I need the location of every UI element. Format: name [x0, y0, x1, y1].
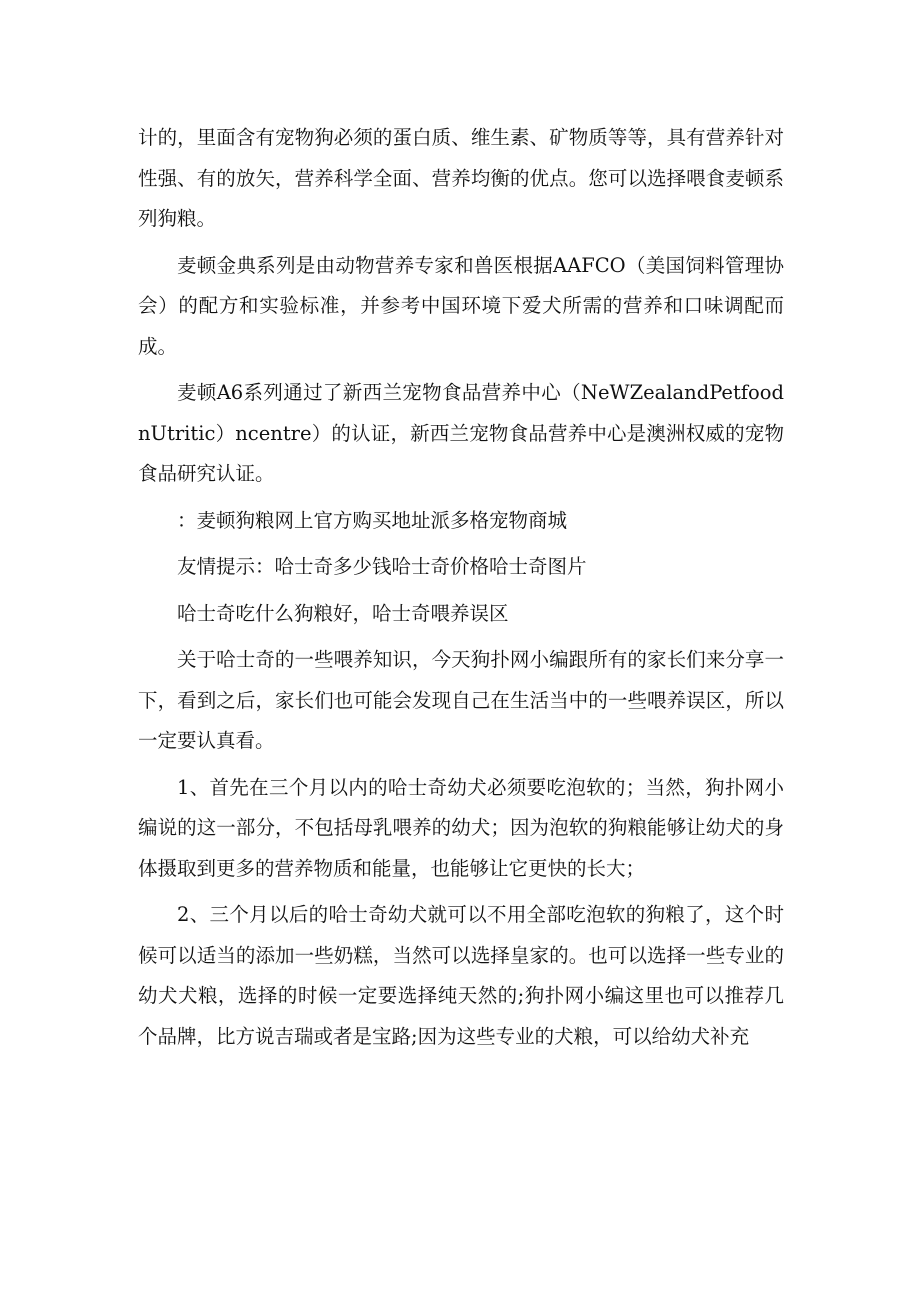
- paragraph-golden-series: 麦顿金典系列是由动物营养专家和兽医根据AAFCO（美国饲料管理协会）的配方和实验标准，并参考中国环境下爱犬所需的营养和口味调配而成。: [138, 253, 784, 358]
- document-body: [138, 118, 784, 1063]
- paragraph-husky-heading: 哈士奇吃什么狗粮好，哈士奇喂养误区: [177, 601, 509, 625]
- paragraph-point-2: 2、三个月以后的哈士奇幼犬就可以不用全部吃泡软的狗粮了，这个时候可以适当的添加一些奶糕，当然可以选择皇家的。也可以选择一些专业的幼犬犬粮，选择的时候一定要选择纯天然的;狗扑网小编这里也可以推荐几个品牌，比方说吉瑞或者是宝路;因为这些专业的犬粮，可以给幼犬补充: [138, 903, 784, 1048]
- paragraph-a6-series: 麦顿A6系列通过了新西兰宠物食品营养中心（NeWZealandPetfoodnUtritic）ncentre）的认证，新西兰宠物食品营养中心是澳洲权威的宠物食品研究认证。: [138, 381, 784, 485]
- paragraph-friendly-tip: 友情提示：哈士奇多少钱哈士奇价格哈士奇图片: [177, 555, 587, 578]
- paragraph-feeding-knowledge: 关于哈士奇的一些喂养知识，今天狗扑网小编跟所有的家长们来分享一下，看到之后，家长们也可能会发现自己在生活当中的一些喂养误区，所以一定要认真看。: [138, 648, 784, 752]
- paragraph-point-1: 1、首先在三个月以内的哈士奇幼犬必须要吃泡软的；当然，狗扑网小编说的这一部分，不包括母乳喂养的幼犬；因为泡软的狗粮能够让幼犬的身体摄取到更多的营养物质和能量，也能够让它更快的长大；: [138, 775, 784, 880]
- paragraph-purchase-address: ：麦顿狗粮网上官方购买地址派多格宠物商城: [177, 508, 568, 532]
- paragraph-feed-intro: 计的，里面含有宠物狗必须的蛋白质、维生素、矿物质等等，具有营养针对性强、有的放矢，营养科学全面、营养均衡的优点。您可以选择喂食麦顿系列狗粮。: [138, 126, 784, 230]
